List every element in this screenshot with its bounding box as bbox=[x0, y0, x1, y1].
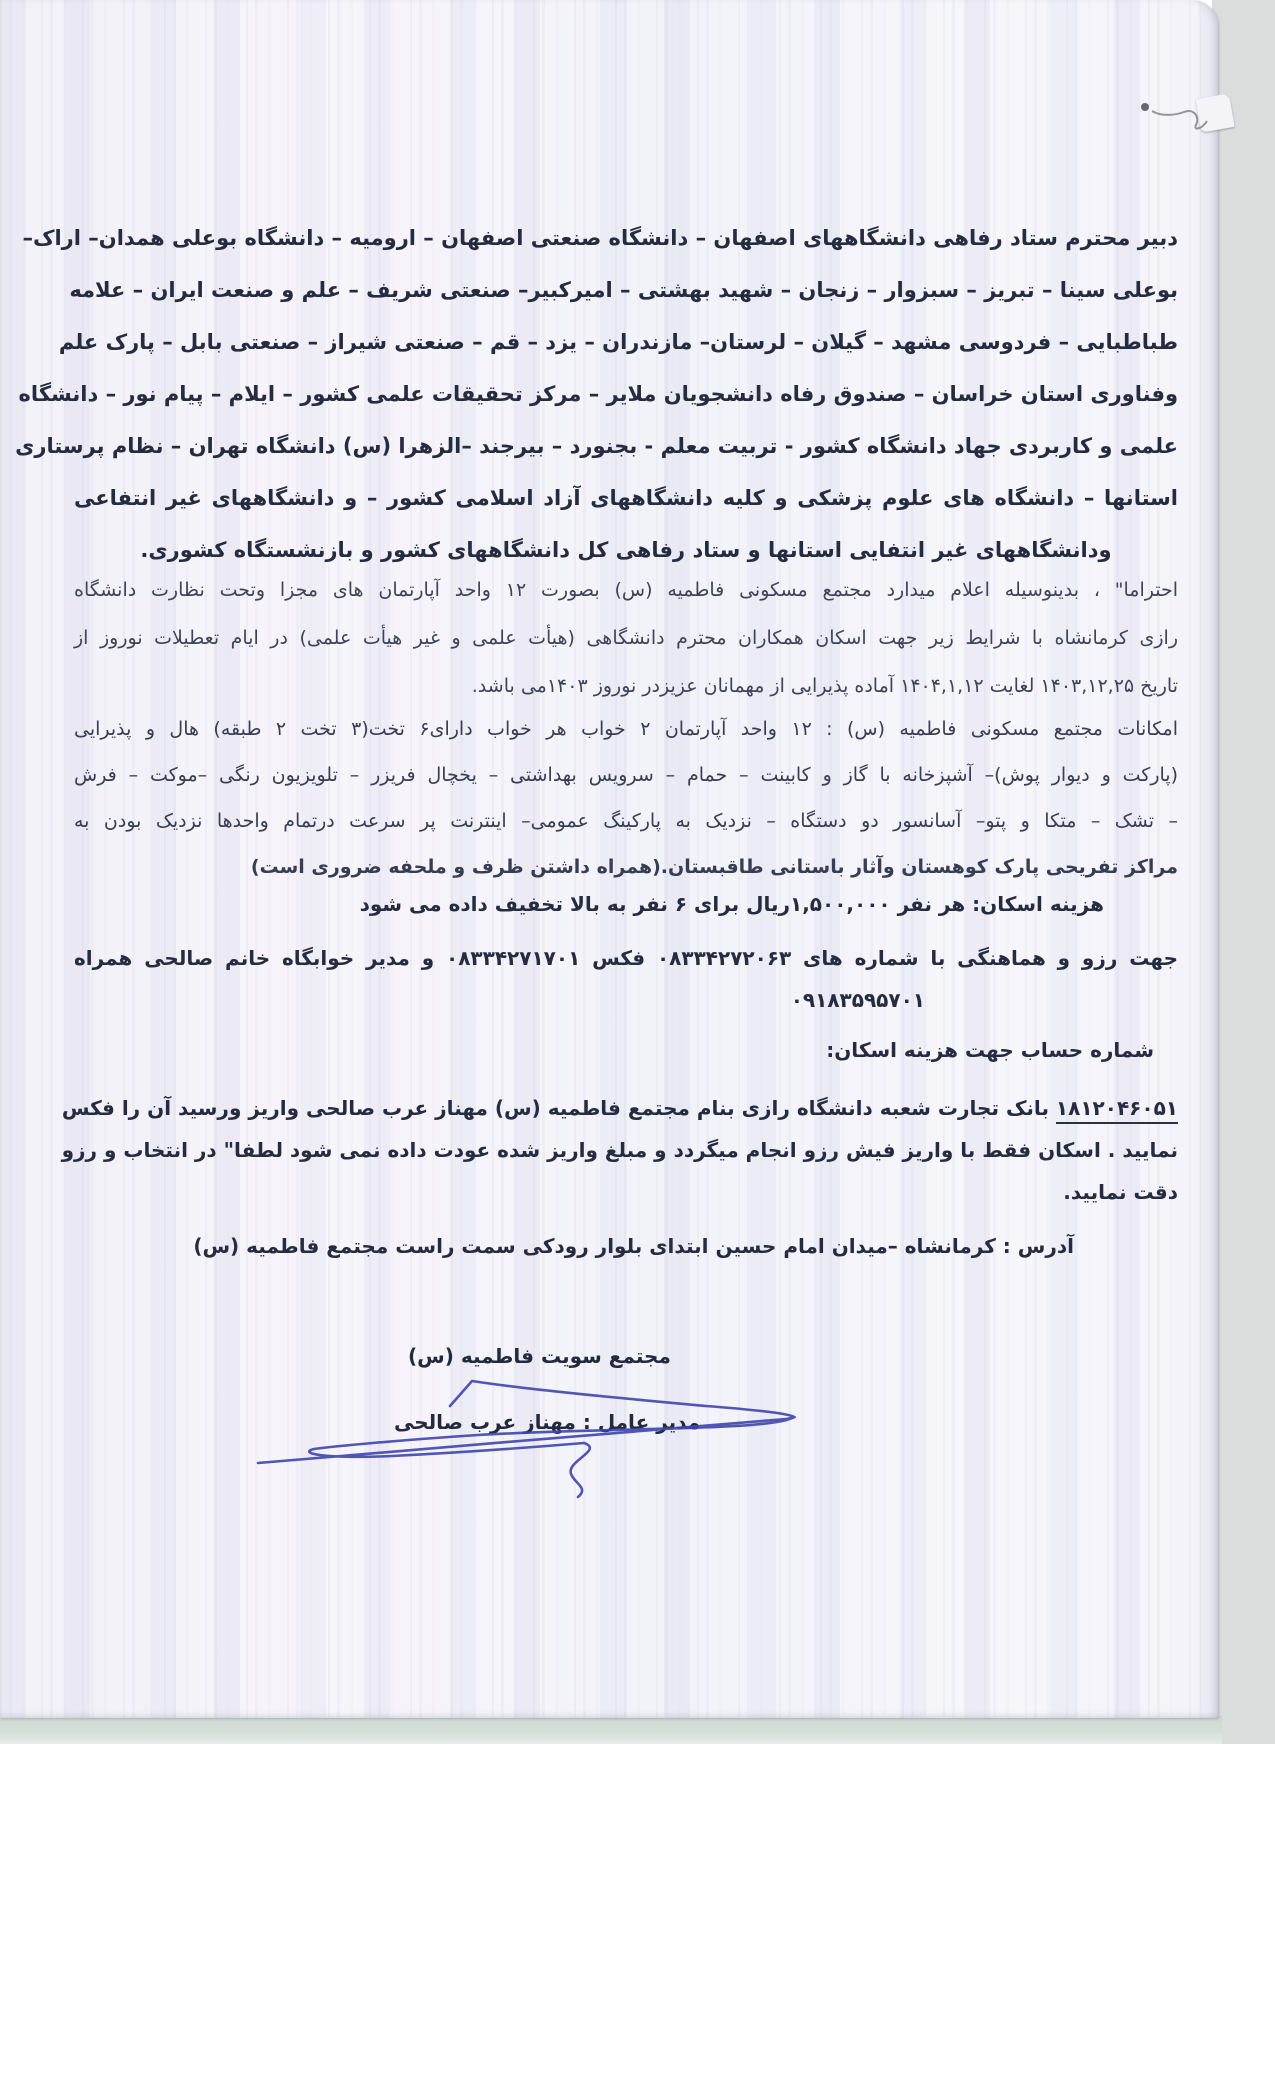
account-line-3: دقت نمایید. bbox=[1063, 1180, 1178, 1204]
account-line-2: نمایید . اسکان فقط با واریز فیش رزو انجام میگردد و مبلغ واریز شده عودت داده نمی شود لطفا" در انتخاب و رزو bbox=[61, 1138, 1178, 1162]
mobile-number: ۰۹۱۸۳۵۹۵۷۰۱ bbox=[790, 988, 925, 1012]
signature-org: مجتمع سویت فاطمیه (س) bbox=[408, 1344, 671, 1368]
account-line-1 bbox=[61, 1086, 1178, 1130]
recipients-line: دبیر محترم ستاد رفاهی دانشگاههای اصفهان – دانشگاه صنعتی اصفهان – ارومیه – دانشگاه بوعلی همدان– اراک– bbox=[22, 226, 1178, 250]
amenities-line-last: مراکز تفریحی پارک کوهستان وآثار باستانی طاقبستان.(همراه داشتن ظرف و ملحفه ضروری است) bbox=[250, 856, 1178, 878]
recipients-line: وفناوری استان خراسان – صندوق رفاه دانشجویان ملایر – مرکز تحقیقات علمی کشور – ایلام – پیام نور – دانشگاه bbox=[18, 382, 1178, 406]
tear-scratch-icon bbox=[1150, 95, 1220, 140]
recipients-line: بوعلی سینا – تبریز – سبزوار – زنجان – شهید بهشتی – امیرکبیر– صنعتی شریف – علم و صنعت ایران – علامه bbox=[69, 278, 1178, 302]
scanner-background-strip bbox=[1212, 0, 1275, 1744]
intro-line: رازی کرمانشاه با شرایط زیر جهت اسکان همکاران محترم دانشگاهی (هیأت علمی و غیر هیأت علمی) در ایام تعطیلات نوروز از bbox=[74, 627, 1178, 649]
intro-line: احتراما" ، بدینوسیله اعلام میدارد مجتمع مسکونی فاطمیه (س) بصورت ۱۲ واحد آپارتمان های مجزا وتحت نظارت دانشگاه bbox=[74, 579, 1179, 601]
account-line-1-text: بانک تجارت شعبه دانشگاه رازی بنام مجتمع فاطمیه (س) مهناز عرب صالحی واریز ورسید آن را فکس bbox=[61, 1096, 1056, 1120]
handwritten-signature bbox=[240, 1355, 860, 1515]
cost-line: هزینه اسکان: هر نفر ۱,۵۰۰,۰۰۰ریال برای ۶ نفر به بالا تخفیف داده می شود bbox=[359, 892, 1104, 916]
amenities-line: (پارکت و دیوار پوش)– آشپزخانه با گاز و کابینت – حمام – سرویس بهداشتی – یخچال فریزر – تلویزیون رنگی –موکت – فرش bbox=[74, 764, 1178, 786]
account-number: ۱۸۱۲۰۴۶۰۵۱ bbox=[1056, 1096, 1178, 1124]
recipients-line: استانها – دانشگاه های علوم پزشکی و کلیه دانشگاههای آزاد اسلامی کشور – و دانشگاههای غیر انتفاعی bbox=[74, 486, 1178, 510]
recipients-line-last: ودانشگاههای غیر انتفایی استانها و ستاد رفاهی کل دانشگاههای کشور و بازنشستگاه کشوری. bbox=[140, 538, 1112, 562]
intro-line-dates: تاریخ ۱۴۰۳,۱۲,۲۵ لغایت ۱۴۰۴,۱,۱۲ آماده پذیرایی از مهمانان عزیزدر نوروز ۱۴۰۳می باشد. bbox=[471, 675, 1178, 697]
signature-role: مدیر عامل : مهناز عرب صالحی bbox=[394, 1410, 701, 1434]
recipients-line: طباطبایی – فردوسی مشهد – گیلان – لرستان– مازندران – یزد – قم – صنعتی شیراز – صنعتی بابل – پارک علم bbox=[58, 330, 1178, 354]
paper-bottom-edge-shadow bbox=[0, 1716, 1222, 1744]
account-heading: شماره حساب جهت هزینه اسکان: bbox=[826, 1038, 1154, 1062]
address-line: آدرس : کرمانشاه –میدان امام حسین ابتدای بلوار رودکی سمت راست مجتمع فاطمیه (س) bbox=[193, 1234, 1074, 1258]
amenities-line: – تشک – متکا و پتو– آسانسور دو دستگاه – نزدیک به پارکینگ عمومی– اینترنت پر سرعت درتمام واحدها نزدیک بودن به bbox=[74, 810, 1178, 832]
reservation-line: جهت رزو و هماهنگی با شماره های ۰۸۳۳۴۲۷۲۰۶۳ فکس ۰۸۳۳۴۲۷۱۷۰۱ و مدیر خوابگاه خانم صالحی همراه bbox=[74, 946, 1178, 970]
recipients-line: علمی و کاربردی جهاد دانشگاه کشور - تربیت معلم - بجنورد – بیرجند –الزهرا (س) دانشگاه تهران – نظام پرستاری bbox=[15, 434, 1178, 458]
amenities-line: امکانات مجتمع مسکونی فاطمیه (س) : ۱۲ واحد آپارتمان ۲ خواب هر خواب دارای۶ تخت(۳ تخت ۲ طبقه) هال و پذیرایی bbox=[74, 718, 1179, 740]
staple-mark-icon bbox=[1141, 103, 1149, 111]
